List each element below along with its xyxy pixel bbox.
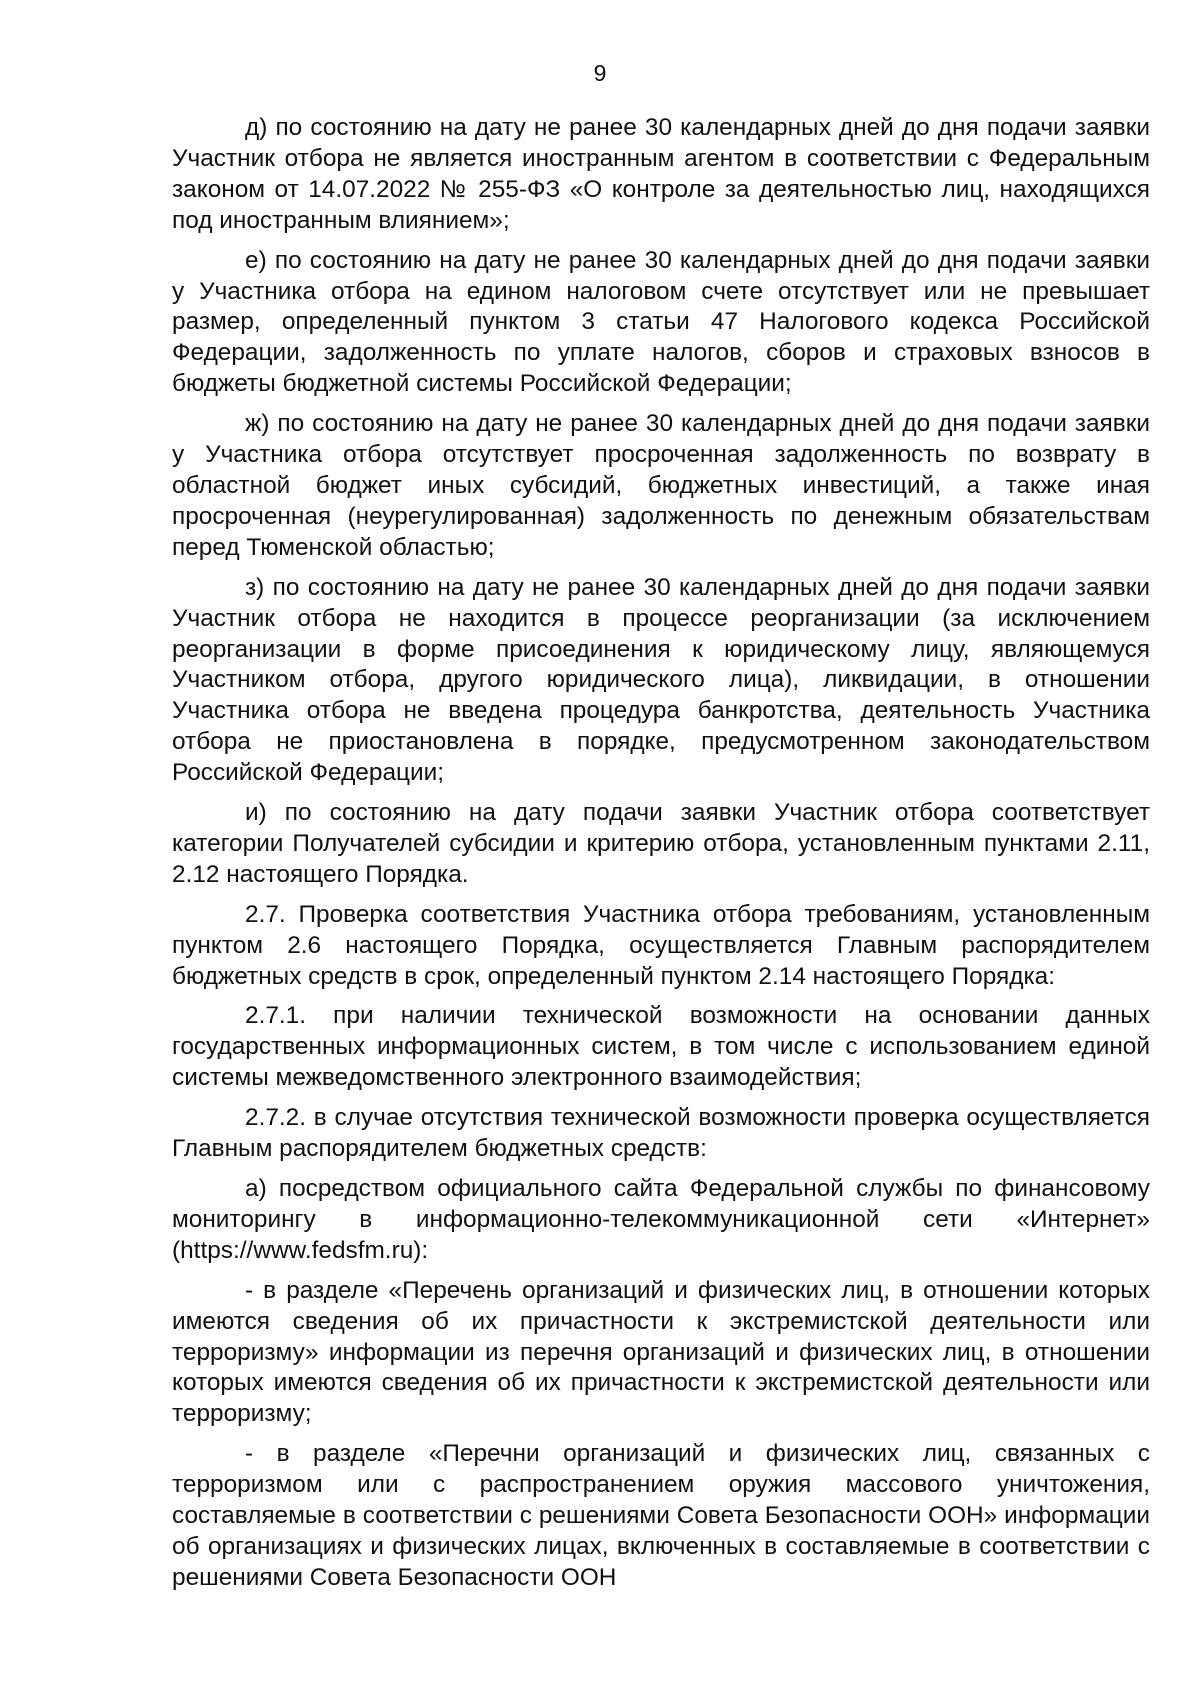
- paragraph-zh: ж) по состоянию на дату не ранее 30 календарных дней до дня подачи заявки у Участника отбора отсутствует просроченная задолженность по возврату в областной бюджет иных субсидий, бюджетных инвестиций, а также иная просроченная (неурегулированная) задолженность по денежным обязательствам перед Тюменской областью;: [172, 410, 1150, 561]
- paragraph-2-7-1: 2.7.1. при наличии технической возможности на основании данных государственных информационных систем, в том числе с использованием единой системы межведомственного электронного взаимодействия;: [172, 1002, 1150, 1092]
- document-body: [172, 113, 1150, 1603]
- paragraph-2-7: 2.7. Проверка соответствия Участника отбора требованиям, установленным пунктом 2.6 настоящего Порядка, осуществляется Главным распорядителем бюджетных средств в срок, определенный пунктом 2.14 настоящего Порядка:: [172, 900, 1150, 990]
- page-number: 9: [593, 60, 607, 86]
- paragraph-list-item-1: - в разделе «Перечень организаций и физических лиц, в отношении которых имеются сведения об их причастности к экстремистской деятельности или терроризму» информации из перечня организаций и физических лиц, в отношении которых имеются сведения об их причастности к экстремистской деятельности или терроризму;: [172, 1276, 1150, 1428]
- paragraph-d: д) по состоянию на дату не ранее 30 календарных дней до дня подачи заявки Участник отбора не является иностранным агентом в соответствии с Федеральным законом от 14.07.2022 № 255-ФЗ «О контроле за деятельностью лиц, находящихся под иностранным влиянием»;: [172, 114, 1150, 234]
- paragraph-2-7-2: 2.7.2. в случае отсутствия технической возможности проверка осуществляется Главным распорядителем бюджетных средств:: [172, 1104, 1150, 1163]
- paragraph-list-item-2: - в разделе «Перечни организаций и физических лиц, связанных с терроризмом или с распространением оружия массового уничтожения, составляемые в соответствии с решениями Совета Безопасности ООН» информации об организациях и физических лицах, включенных в составляемые в соответствии с решениями Совета Безопасности ООН: [172, 1440, 1150, 1591]
- paragraph-a: а) посредством официального сайта Федеральной службы по финансовому мониторингу в информационно-телекоммуникационной сети «Интернет» (https://www.fedsfm.ru):: [172, 1175, 1150, 1264]
- paragraph-z: з) по состоянию на дату не ранее 30 календарных дней до дня подачи заявки Участник отбора не находится в процессе реорганизации (за исключением реорганизации в форме присоединения к юридическому лицу, являющемуся Участником отбора, другого юридического лица), ликвидации, в отношении Участника отбора не введена процедура банкротства, деятельность Участника отбора не приостановлена в порядке, предусмотренном законодательством Российской Федерации;: [172, 573, 1150, 787]
- paragraph-i: и) по состоянию на дату подачи заявки Участник отбора соответствует категории Получателей субсидии и критерию отбора, установленным пунктами 2.11, 2.12 настоящего Порядка.: [172, 799, 1150, 888]
- paragraph-e: е) по состоянию на дату не ранее 30 календарных дней до дня подачи заявки у Участника отбора на едином налоговом счете отсутствует или не превышает размер, определенный пунктом 3 статьи 47 Налогового кодекса Российской Федерации, задолженность по уплате налогов, сборов и страховых взносов в бюджеты бюджетной системы Российской Федерации;: [172, 246, 1150, 398]
